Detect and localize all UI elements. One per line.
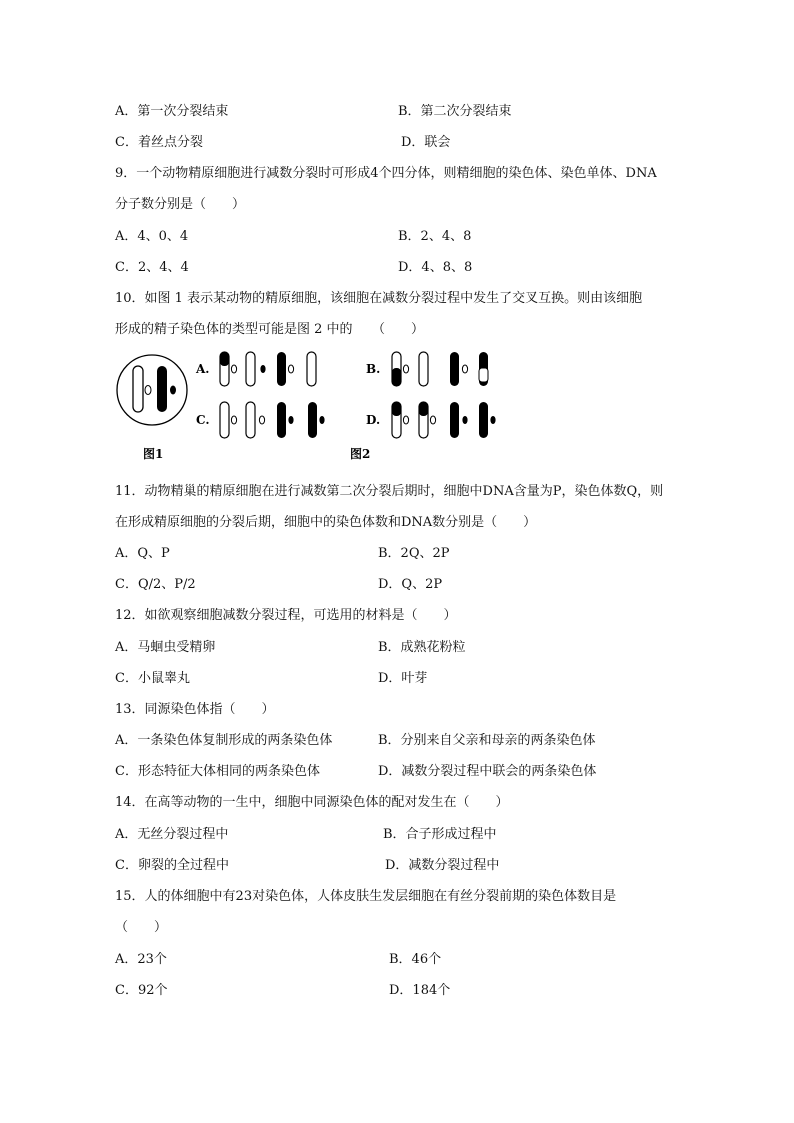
q11-stem-line2: 在形成精原细胞的分裂后期，细胞中的染色体数和DNA数分别是（ ） bbox=[115, 515, 537, 530]
option-c-chromosomes bbox=[220, 402, 325, 438]
option-b-chromosomes bbox=[392, 352, 488, 386]
q15-option-d: D．184个 bbox=[389, 983, 451, 998]
q14-option-c: C．卵裂的全过程中 bbox=[115, 858, 229, 873]
q8-option-a: A．第一次分裂结束 bbox=[115, 104, 229, 119]
figure1-label: 图1 bbox=[143, 447, 164, 461]
q14-stem: 14．在高等动物的一生中，细胞中同源染色体的配对发生在（ ） bbox=[115, 795, 509, 810]
q14-option-b: B．合子形成过程中 bbox=[383, 827, 497, 842]
q14-option-d: D．减数分裂过程中 bbox=[385, 858, 500, 873]
figure-option-b-label: B. bbox=[366, 362, 381, 376]
figure2-label: 图2 bbox=[350, 447, 371, 461]
q13-option-c: C．形态特征大体相同的两条染色体 bbox=[115, 764, 320, 779]
q11-option-b: B．2Q、2P bbox=[378, 546, 450, 561]
q11-option-d: D．Q、2P bbox=[378, 577, 443, 592]
q9-stem-line1: 9．一个动物精原细胞进行减数分裂时可形成4个四分体，则精细胞的染色体、染色单体、DNA bbox=[115, 166, 657, 181]
q15-stem-line1: 15．人的体细胞中有23对染色体，人体皮肤生发层细胞在有丝分裂前期的染色体数目是 bbox=[115, 889, 617, 904]
figure-option-d-label: D. bbox=[366, 413, 381, 427]
q13-option-a: A．一条染色体复制形成的两条染色体 bbox=[115, 733, 333, 748]
q11-option-a: A．Q、P bbox=[115, 546, 170, 561]
q12-option-d: D．叶芽 bbox=[378, 671, 428, 686]
q10-stem-line1: 10．如图 1 表示某动物的精原细胞，该细胞在减数分裂过程中发生了交叉互换。则由该细胞 bbox=[115, 291, 643, 306]
figure-option-c-label: C. bbox=[196, 413, 210, 427]
q12-option-c: C．小鼠睾丸 bbox=[115, 671, 190, 686]
q12-option-a: A．马蛔虫受精卵 bbox=[115, 640, 216, 655]
figure1-cell bbox=[117, 355, 187, 425]
q11-option-c: C．Q/2、P/2 bbox=[115, 577, 196, 592]
q9-stem-line2: 分子数分别是（ ） bbox=[115, 197, 246, 212]
chromosome-figure bbox=[110, 346, 510, 466]
q12-option-b: B．成熟花粉粒 bbox=[378, 640, 466, 655]
option-a-chromosomes bbox=[220, 352, 316, 386]
q8-option-d: D．联会 bbox=[401, 135, 451, 150]
figure-option-a-label: A. bbox=[196, 362, 210, 376]
q9-option-c: C．2、4、4 bbox=[115, 260, 189, 275]
q14-option-a: A．无丝分裂过程中 bbox=[115, 827, 229, 842]
q15-stem-line2: （ ） bbox=[115, 920, 168, 935]
q8-option-c: C．着丝点分裂 bbox=[115, 135, 203, 150]
q12-stem: 12．如欲观察细胞减数分裂过程，可选用的材料是（ ） bbox=[115, 608, 457, 623]
q9-option-d: D．4、8、8 bbox=[398, 260, 473, 275]
q15-option-b: B．46个 bbox=[389, 952, 442, 967]
q11-stem-line1: 11．动物精巢的精原细胞在进行减数第二次分裂后期时，细胞中DNA含量为P，染色体数Q，则 bbox=[115, 484, 664, 499]
option-d-chromosomes bbox=[392, 402, 496, 438]
q13-stem: 13．同源染色体指（ ） bbox=[115, 702, 275, 717]
q15-option-c: C．92个 bbox=[115, 983, 168, 998]
q9-option-a: A．4、0、4 bbox=[115, 229, 189, 244]
q8-option-b: B．第二次分裂结束 bbox=[398, 104, 512, 119]
q13-option-d: D．减数分裂过程中联会的两条染色体 bbox=[378, 764, 597, 779]
q10-stem-line2: 形成的精子染色体的类型可能是图 2 中的 （ ） bbox=[115, 322, 425, 337]
q15-option-a: A．23个 bbox=[115, 952, 167, 967]
q13-option-b: B．分别来自父亲和母亲的两条染色体 bbox=[378, 733, 596, 748]
q9-option-b: B．2、4、8 bbox=[398, 229, 472, 244]
